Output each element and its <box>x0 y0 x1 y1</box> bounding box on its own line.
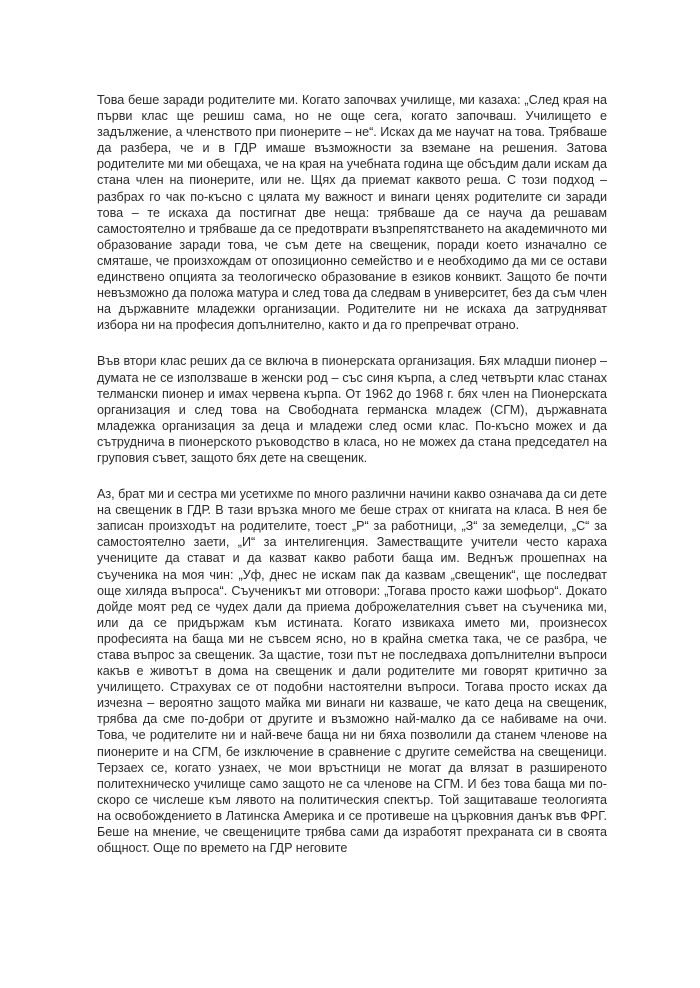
paragraph-parents-decision: Това беше заради родителите ми. Когато започвах училище, ми казаха: „След края на първи клас ще решиш сама, но не още сега, когато започваш. Училището е задължение, а членството при пионерите – не“. Исках да ме научат на това. Трябваше да разбера, че и в ГДР имаше възможности за вземане на решения. Затова родителите ми ми обещаха, че на края на учебната година ще обсъдим дали искам да стана член на пионерите, или не. Щях да приемат каквото реша. С този подход – разбрах го чак по-късно с цялата му важност и винаги ценях родителите си заради това – те искаха да постигнат две неща: трябваше да се науча да решавам самостоятелно и трябваше да се предотврати възпрепятстването на академичното ми образование заради това, че съм дете на свещеник, поради което изначално се смяташе, че произхождам от опозиционно семейство и е необходимо да ми се остави единствено опцията за теологическо образование в езиков конвикт. Защото бе почти невъзможно да положа матура и след това да следвам в университет, без да съм член на държавните младежки организации. Родителите ни не искаха да затрудняват избора ни на професия допълнително, както и да го препречват отрано. <box>97 93 607 333</box>
paragraph-pioneer-membership: Във втори клас реших да се включа в пионерската организация. Бях младши пионер – думата не се използваше в женски род – със синя кърпа, а след четвърти клас станах телмански пионер и имах червена кърпа. От 1962 до 1968 г. бях член на Пионерската организация и след това на Свободната германска младеж (СГМ), държавната младежка организация за деца и младежи след осми клас. По-късно можех и да сътруднича в пионерското ръководство в класа, но не можех да стана председател на груповия съвет, защото бях дете на свещеник. <box>97 354 607 465</box>
paragraph-pastor-child: Аз, брат ми и сестра ми усетихме по много различни начини какво означава да си дете на свещеник в ГДР. В тази връзка много ме беше страх от книгата на класа. В нея бе записан произходът на родителите, тоест „Р“ за работници, „З“ за земеделци, „С“ за самостоятелно заети, „И“ за интелигенция. Заместващите учители често караха учениците да стават и да казват какво работи баща им. Веднъж прошепнах на съученика на моя чин: „Уф, днес не искам пак да казвам „свещеник“, ще последват още хиляда въпроса“. Съученикът ми отговори: „Тогава просто кажи шофьор“. Докато дойде моят ред се чудех дали да приема доброжелателния съвет на съученика ми, или да се придържам към истината. Когато извикаха името ми, произнесох професията на баща ми не съвсем ясно, но в крайна сметка така, че се разбра, че става въпрос за свещеник. За щастие, този път не последваха допълнителни въпроси какъв е животът в дома на свещеник и дали родителите ми говорят критично за училището. Страхувах се от подобни настоятелни въпроси. Тогава просто исках да изчезна – вероятно защото майка ми винаги ни казваше, че като деца на свещеник, трябва да сме по-добри от другите и възможно най-малко да се набиваме на очи. Това, че родителите ни и най-вече баща ни ни бяха позволили да станем членове на пионерите и на СГМ, бе изключение в сравнение с другите семейства на свещеници. Терзаех се, когато узнаех, че мои връстници не могат да влязат в разширеното политехническо училище само защото не са членове на СГМ. И без това баща ми по-скоро се числеше към лявото на политическия спектър. Той защитаваше теологията на освобождението в Латинска Америка и се противеше на църковния данък във ФРГ. Беше на мнение, че свещениците трябва сами да изработят прехраната си в своята общност. Още по времето на ГДР неговите <box>97 487 607 856</box>
document-body <box>97 92 607 876</box>
